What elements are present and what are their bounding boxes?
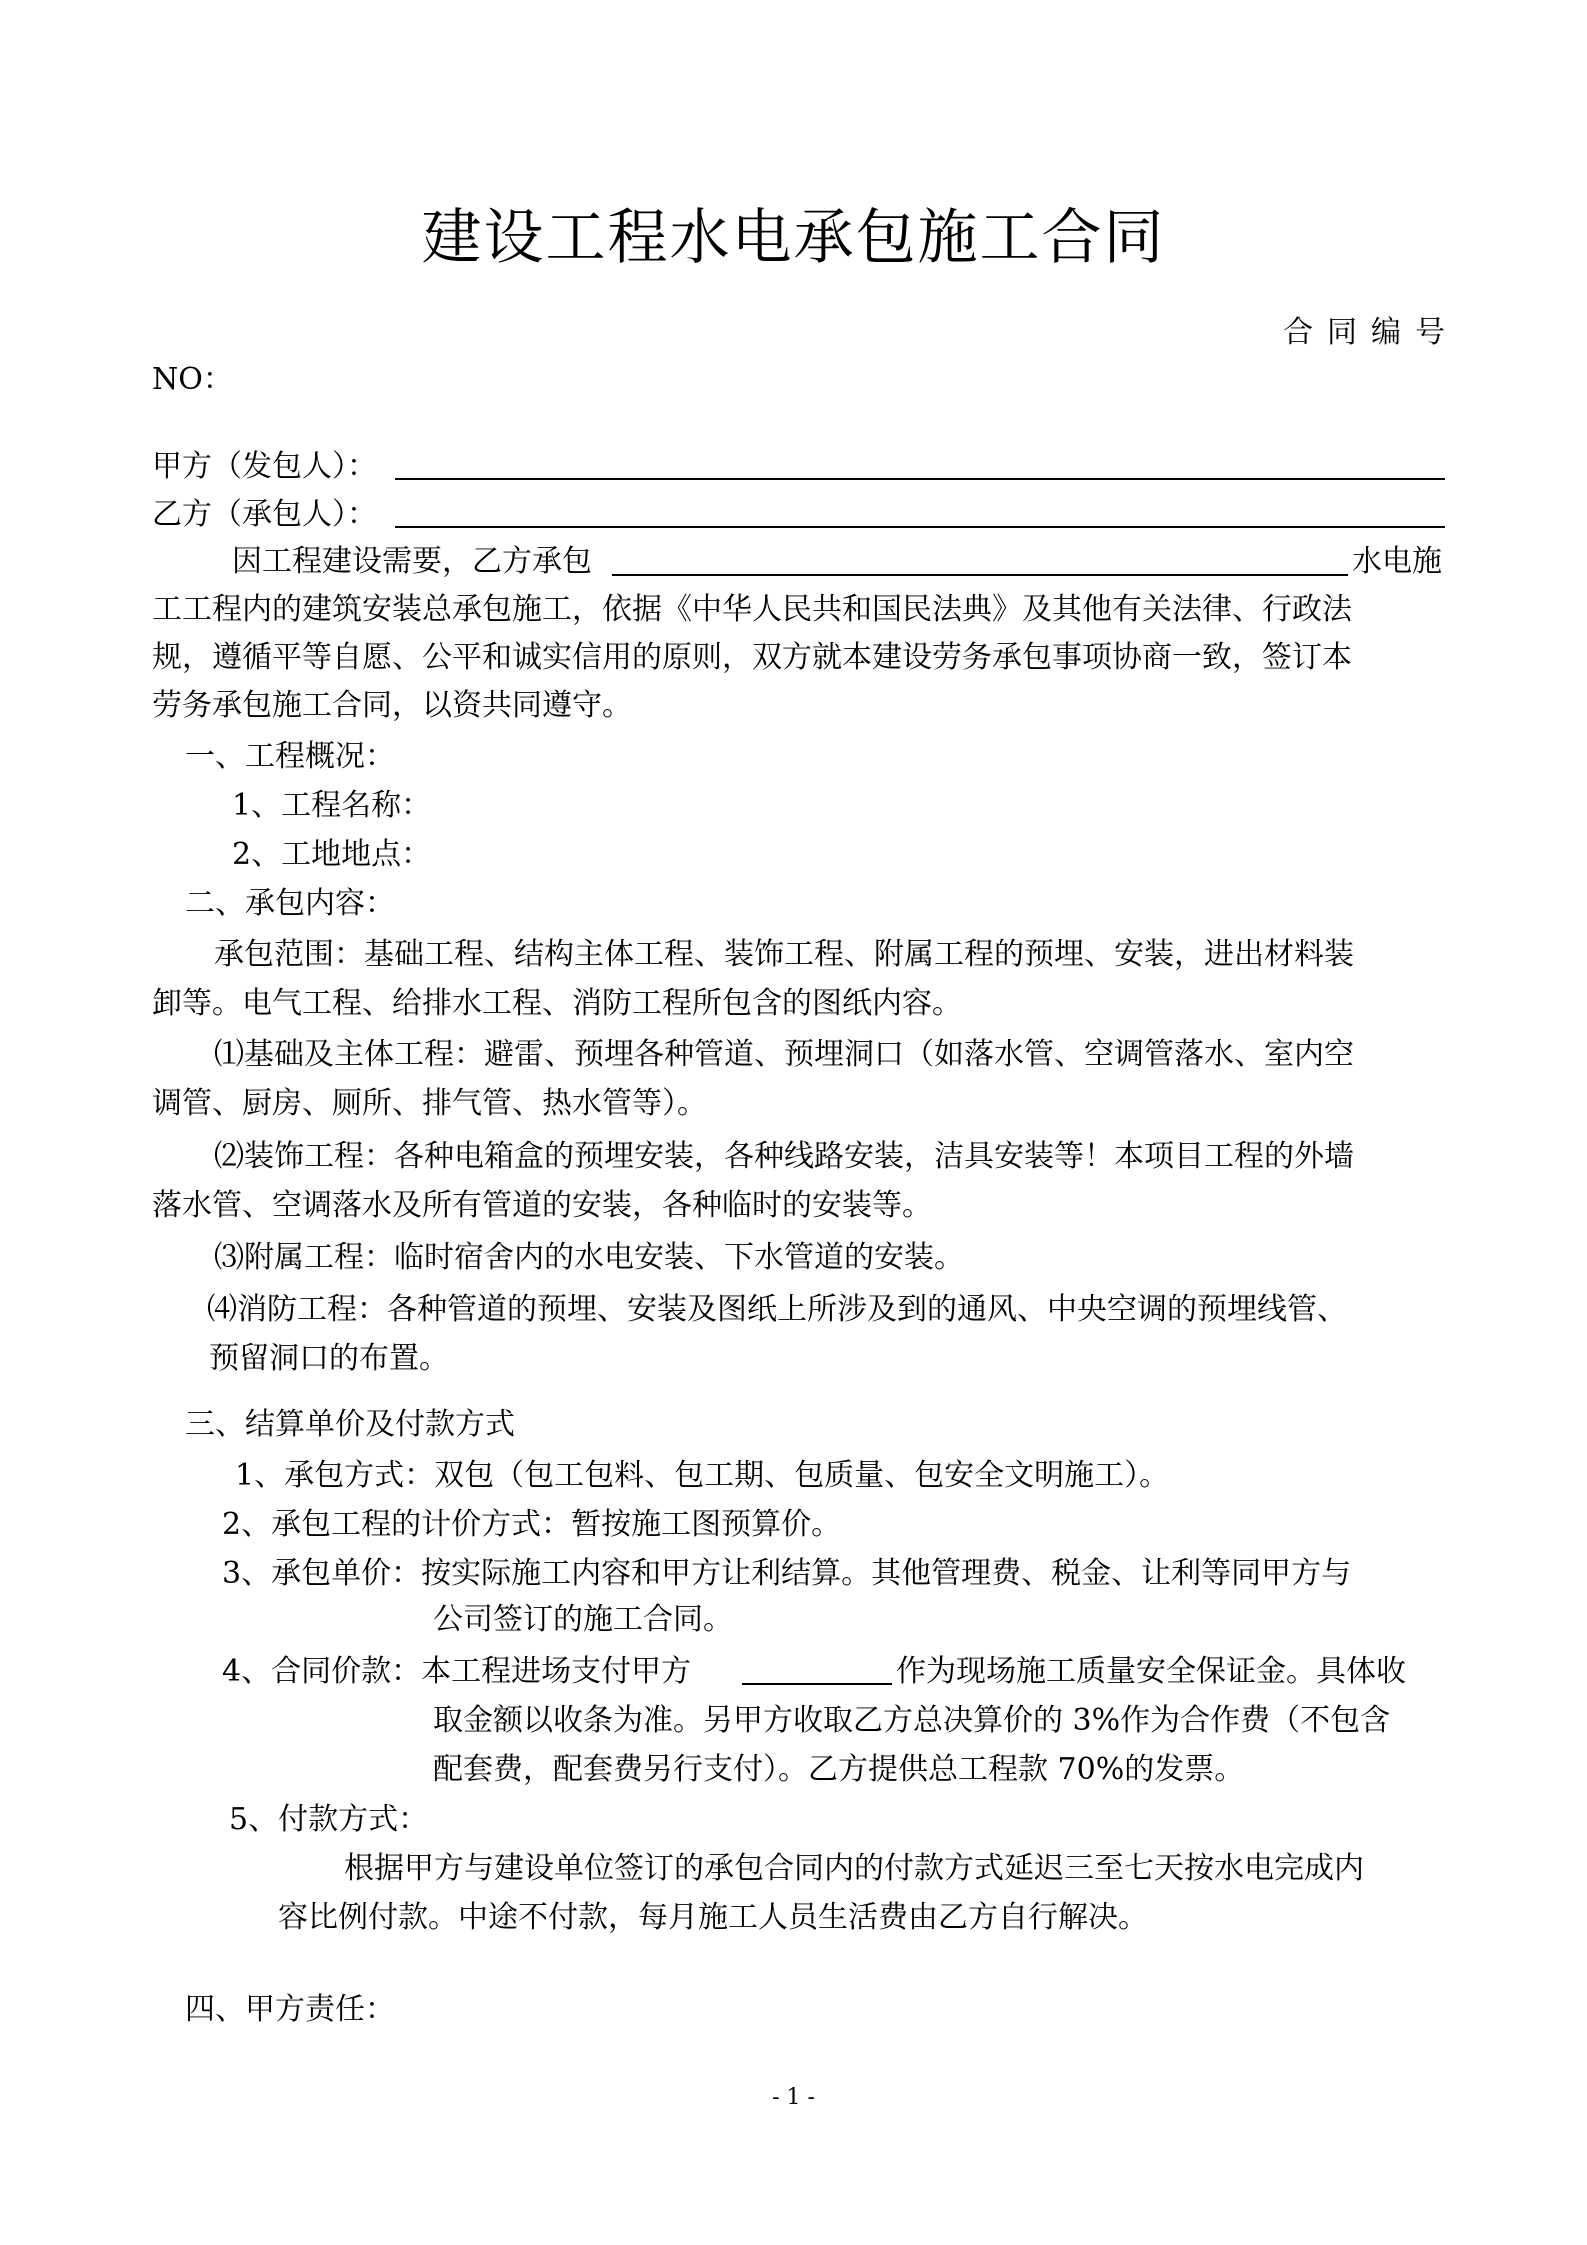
section-2-sub-4-line-1: ⑷消防工程：各种管道的预埋、安装及图纸上所涉及到的通风、中央空调的预埋线管、 — [207, 1292, 1347, 1327]
section-2-scope-line-1: 承包范围：基础工程、结构主体工程、装饰工程、附属工程的预埋、安装，进出材料装 — [214, 937, 1354, 972]
section-4-heading: 四、甲方责任： — [185, 1992, 395, 2027]
party-b-underline — [395, 526, 1445, 528]
section-3-item-4-line-2: 取金额以收条为准。另甲方收取乙方总决算价的 3%作为合作费（不包含 — [433, 1703, 1391, 1738]
intro-line-4: 劳务承包施工合同，以资共同遵守。 — [152, 688, 632, 723]
party-b-label: 乙方（承包人）： — [152, 497, 377, 532]
section-2-scope-line-2: 卸等。电气工程、给排水工程、消防工程所包含的图纸内容。 — [152, 986, 962, 1021]
section-1-item-1: 1、工程名称： — [232, 788, 432, 823]
deposit-amount-underline — [742, 1683, 892, 1685]
section-1-heading: 一、工程概况： — [185, 739, 395, 774]
project-blank-underline — [612, 574, 1348, 576]
intro-line-1-start: 因工程建设需要，乙方承包 — [232, 544, 592, 579]
section-2-heading: 二、承包内容： — [185, 886, 395, 921]
page-number: - 1 - — [772, 2085, 815, 2110]
no-label: NO： — [152, 362, 233, 397]
party-a-label: 甲方（发包人）： — [152, 449, 377, 484]
section-3-item-3-line-1: 3、承包单价：按实际施工内容和甲方让利结算。其他管理费、税金、让利等同甲方与 — [222, 1556, 1352, 1591]
section-2-sub-3: ⑶附属工程：临时宿舍内的水电安装、下水管道的安装。 — [214, 1240, 964, 1275]
section-3-item-5-line-1: 根据甲方与建设单位签订的承包合同内的付款方式延迟三至七天按水电完成内 — [344, 1851, 1364, 1886]
contract-number-label: 合同编号 — [1283, 315, 1459, 350]
intro-line-3: 规，遵循平等自愿、公平和诚实信用的原则，双方就本建设劳务承包事项协商一致，签订本 — [152, 640, 1352, 675]
intro-line-1-end: 水电施 — [1352, 544, 1442, 579]
section-3-item-1: 1、承包方式：双包（包工包料、包工期、包质量、包安全文明施工）。 — [235, 1458, 1170, 1493]
section-2-sub-1-line-1: ⑴基础及主体工程：避雷、预埋各种管道、预埋洞口（如落水管、空调管落水、室内空 — [214, 1037, 1354, 1072]
section-2-sub-4-line-2: 预留洞口的布置。 — [209, 1341, 449, 1376]
section-2-sub-2-line-1: ⑵装饰工程：各种电箱盒的预埋安装，各种线路安装，洁具安装等！本项目工程的外墙 — [214, 1139, 1354, 1174]
document-title: 建设工程水电承包施工合同 — [421, 203, 1166, 273]
section-3-item-4-line-1-start: 4、合同价款：本工程进场支付甲方 — [222, 1654, 692, 1689]
section-1-item-2: 2、工地地点： — [232, 837, 432, 872]
section-3-item-4-line-3: 配套费，配套费另行支付）。乙方提供总工程款 70%的发票。 — [433, 1752, 1245, 1787]
party-a-underline — [395, 478, 1445, 480]
section-2-sub-2-line-2: 落水管、空调落水及所有管道的安装，各种临时的安装等。 — [152, 1188, 932, 1223]
section-3-item-5: 5、付款方式： — [229, 1802, 429, 1837]
section-2-sub-1-line-2: 调管、厨房、厕所、排气管、热水管等）。 — [152, 1086, 707, 1121]
section-3-item-3-line-2: 公司签订的施工合同。 — [433, 1602, 733, 1637]
section-3-item-4-line-1-end: 作为现场施工质量安全保证金。具体收 — [896, 1654, 1406, 1689]
section-3-heading: 三、结算单价及付款方式 — [185, 1407, 515, 1442]
section-3-item-2: 2、承包工程的计价方式：暂按施工图预算价。 — [222, 1507, 842, 1542]
section-3-item-5-line-2: 容比例付款。中途不付款，每月施工人员生活费由乙方自行解决。 — [278, 1900, 1148, 1935]
intro-line-2: 工工程内的建筑安装总承包施工，依据《中华人民共和国民法典》及其他有关法律、行政法 — [152, 592, 1352, 627]
